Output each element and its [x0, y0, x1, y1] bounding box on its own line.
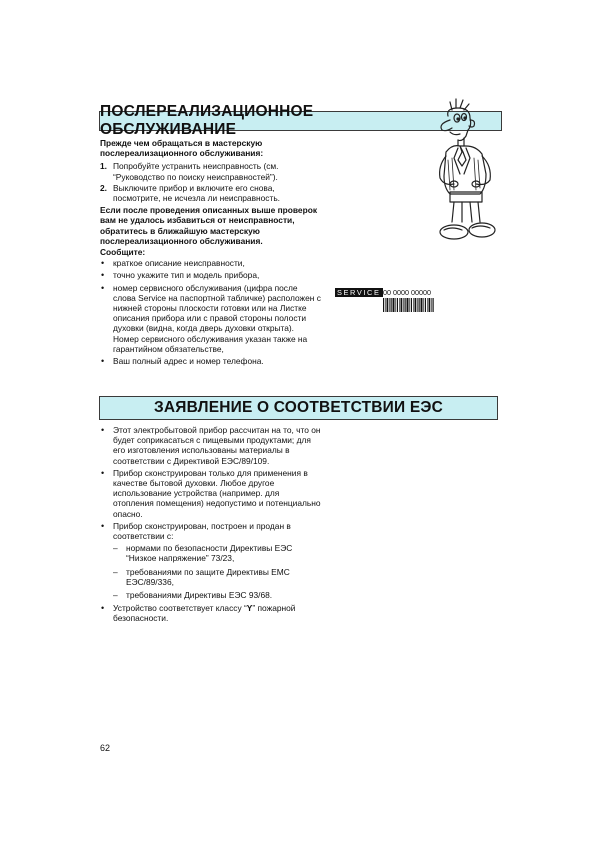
- list-item: • Ваш полный адрес и номер телефона.: [100, 356, 322, 366]
- report-heading: Сообщите:: [100, 247, 146, 258]
- section-title-after-sales: ПОСЛЕРЕАЛИЗАЦИОННОЕ ОБСЛУЖИВАНИЕ: [99, 111, 438, 131]
- step-text: Выключите прибор и включите его снова, посмотрите, не исчезла ли неисправность.: [113, 182, 281, 204]
- steps-list: [100, 161, 322, 203]
- sub-list-item: – нормами по безопасности Директивы ЕЭС “Низкое напряжение” 73/23,: [113, 543, 293, 564]
- warning-text: Если после проведения описанных выше проверок вам не удалось избавиться от неисправности, обратитесь в ближайшую мастерскую послереализационного обслуживания.: [100, 205, 318, 246]
- fire-class-value: Y: [246, 603, 253, 614]
- list-item-text: Прибор сконструирован, построен и продан в соответствии с:: [113, 520, 291, 542]
- declaration-list: [100, 425, 322, 624]
- step-text: Попробуйте устранить неисправность (см. “Руководство по поиску неисправностей”).: [113, 161, 279, 182]
- list-item: [100, 521, 322, 600]
- service-label: [335, 288, 465, 316]
- step-number: 1.: [100, 161, 107, 172]
- section-title-eec-declaration: ЗАЯВЛЕНИЕ О СООТВЕТСТВИИ ЕЭС: [99, 396, 498, 420]
- barcode-icon: [383, 298, 435, 312]
- list-item: • краткое описание неисправности,: [100, 258, 322, 268]
- intro-text: Прежде чем обращаться в мастерскую послереализационного обслуживания:: [100, 138, 264, 159]
- step-item: [100, 183, 322, 203]
- step-item: [100, 161, 322, 181]
- eec-declaration-section: [100, 424, 322, 626]
- cartoon-man-illustration: [432, 96, 504, 256]
- list-item: • Этот электробытовой прибор рассчитан на то, что он будет соприкасаться с пищевыми продуктами; для его изготовления использованы материалы в соответствии с Директивой ЕЭС/89/109.: [100, 425, 322, 466]
- service-tag: SERVICE: [337, 288, 381, 297]
- sub-list-item: – требованиями по защите Директивы ЕМС ЕЭС/89/336,: [113, 566, 290, 587]
- list-item: • точно укажите тип и модель прибора,: [100, 270, 322, 280]
- sub-list-text: требованиями по защите Директивы ЕМС ЕЭС/89/336,: [126, 566, 290, 587]
- list-item: • Прибор сконструирован только для применения в качестве бытовой духовки. Любое другое использование устройства (например. для отопления помещения) недопустимо и потенциально опасно.: [100, 468, 322, 519]
- report-list: [100, 258, 322, 366]
- fire-class-text-after: ” пожарной безопасности.: [113, 603, 296, 624]
- fire-class-text-before: Устройство соответствует классу “: [113, 603, 247, 614]
- after-sales-section: [100, 138, 322, 368]
- page-number: 62: [100, 743, 111, 753]
- list-item: • номер сервисного обслуживания (цифра после слова Service на паспортной табличке) расположен с нижней стороны плоскости готовки или на Листке описания прибора или с правой стороны полости духовки (видна, когда дверь духовки открыта). Номер сервисного обслуживания указан также на гарантийном обязательстве,: [100, 283, 322, 354]
- sub-list-text: требованиями Директивы ЕЭС 93/68.: [126, 590, 273, 601]
- service-number: 00 0000 00000: [383, 288, 431, 297]
- list-item: [100, 603, 322, 623]
- sub-list-text: нормами по безопасности Директивы ЕЭС “Низкое напряжение” 73/23,: [126, 543, 293, 564]
- sub-list-item: – требованиями Директивы ЕЭС 93/68.: [113, 590, 273, 601]
- step-number: 2.: [100, 182, 107, 193]
- sub-list: [113, 543, 322, 600]
